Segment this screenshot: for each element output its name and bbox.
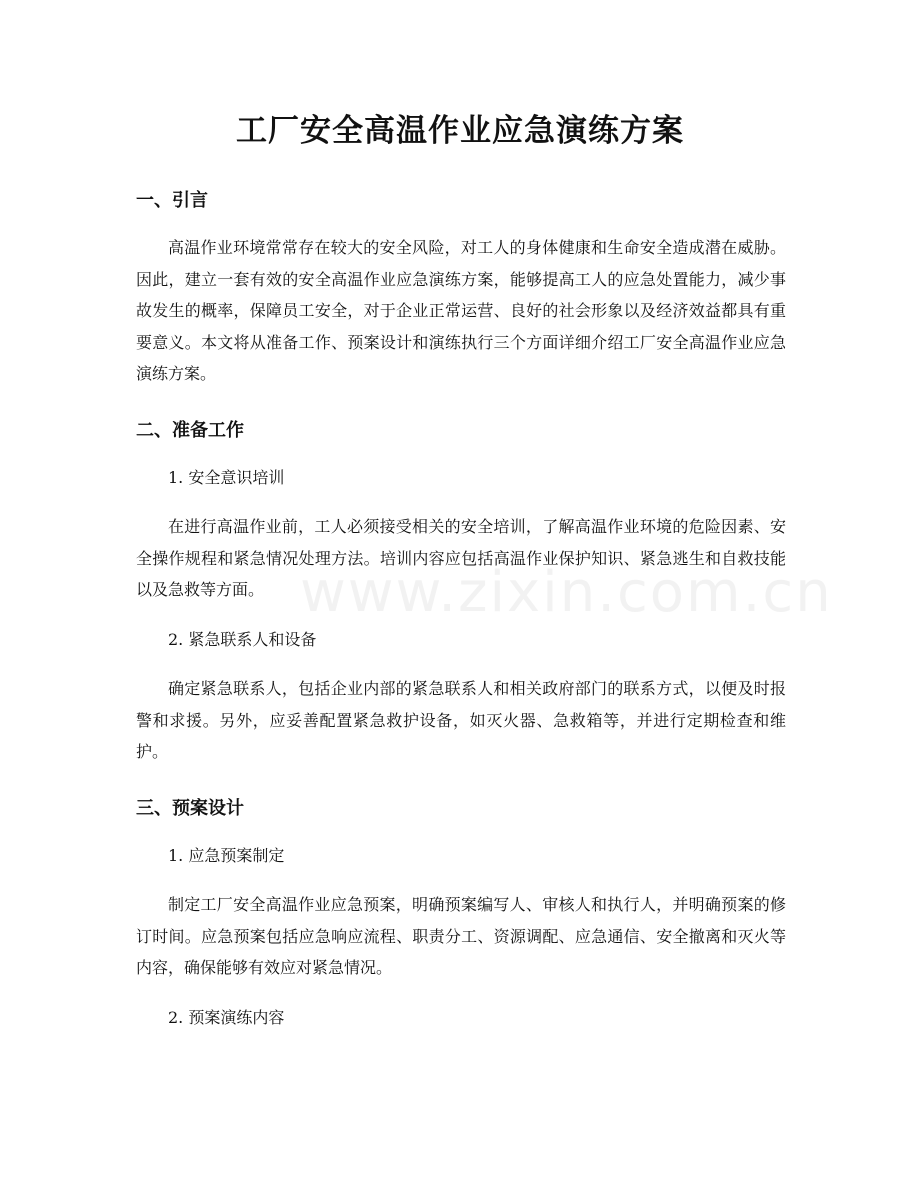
intro-paragraph: 高温作业环境常常存在较大的安全风险，对工人的身体健康和生命安全造成潜在威胁。因此，建立一套有效的安全高温作业应急演练方案，能够提高工人的应急处置能力，减少事故发生的概率，保障员工安全，对于企业正常运营、良好的社会形象以及经济效益都具有重要意义。本文将从准备工作、预案设计和演练执行三个方面详细介绍工厂安全高温作业应急演练方案。 bbox=[136, 238, 786, 383]
document-body bbox=[136, 180, 786, 1033]
document-title: 工厂安全高温作业应急演练方案 bbox=[236, 113, 684, 149]
safety-training-paragraph: 在进行高温作业前，工人必须接受相关的安全培训，了解高温作业环境的危险因素、安全操作规程和紧急情况处理方法。培训内容应包括高温作业保护知识、紧急逃生和自救技能以及急救等方面。 bbox=[136, 517, 786, 599]
subsection-heading-plan-formulation: 1. 应急预案制定 bbox=[168, 845, 285, 865]
subsection-heading-drill-content: 2. 预案演练内容 bbox=[168, 1007, 285, 1027]
subsection-heading-emergency-contacts: 2. 紧急联系人和设备 bbox=[168, 629, 317, 649]
plan-formulation-paragraph: 制定工厂安全高温作业应急预案，明确预案编写人、审核人和执行人，并明确预案的修订时间。应急预案包括应急响应流程、职责分工、资源调配、应急通信、安全撤离和灭火等内容，确保能够有效应对紧急情况。 bbox=[136, 895, 786, 977]
emergency-contacts-paragraph: 确定紧急联系人，包括企业内部的紧急联系人和相关政府部门的联系方式，以便及时报警和求援。另外，应妥善配置紧急救护设备，如灭火器、急救箱等，并进行定期检查和维护。 bbox=[136, 679, 786, 761]
section-heading-preparation: 二、准备工作 bbox=[136, 419, 244, 441]
section-heading-intro: 一、引言 bbox=[136, 190, 208, 211]
subsection-heading-safety-training: 1. 安全意识培训 bbox=[168, 467, 285, 487]
section-heading-plan-design: 三、预案设计 bbox=[136, 797, 244, 819]
watermark: www.zixin.com.cn bbox=[300, 560, 833, 625]
